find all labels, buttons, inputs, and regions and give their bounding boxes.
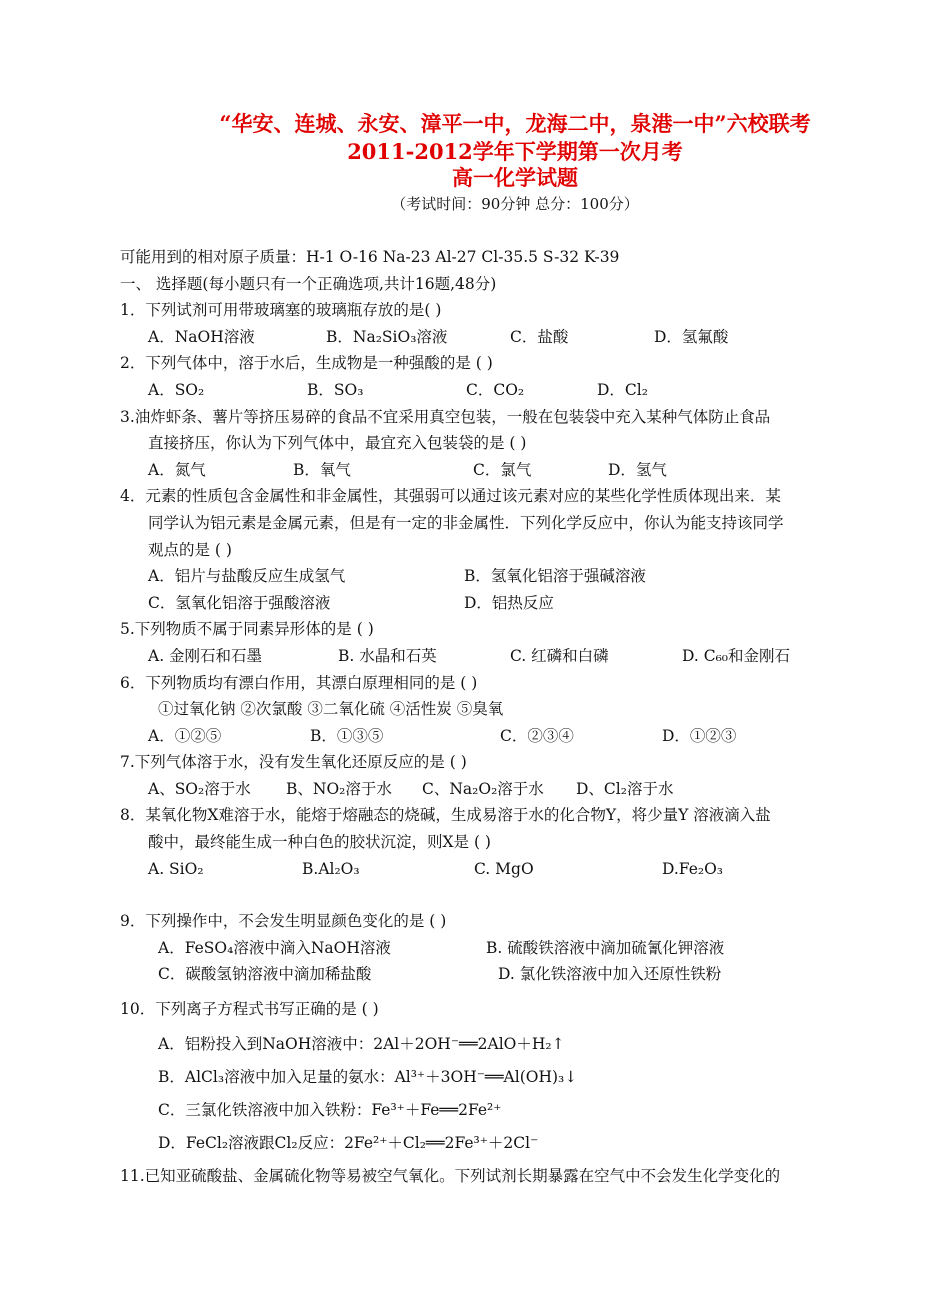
question-10-option-a: A．铝粉投入到NaOH溶液中：2Al＋2OH⁻══2AlO＋H₂↑	[158, 1034, 565, 1053]
option-c: C. 红磷和白磷	[510, 646, 609, 665]
question-4: 4． 元素的性质包含金属性和非金属性，其强弱可以通过该元素对应的某些化学性质体现出来．某	[120, 487, 781, 506]
option-d: D．①②③	[662, 726, 737, 745]
option-a: A．NaOH溶液	[148, 327, 255, 346]
atomic-mass-note: 可能用到的相对原子质量：H-1 O-16 Na-23 Al-27 Cl-35.5 S-32 K-39	[120, 248, 620, 266]
question-7-options	[120, 776, 910, 803]
section-heading: 一、 选择题(每小题只有一个正确选项,共计16题,48分)	[120, 274, 497, 293]
question-4-options-row2	[120, 590, 910, 617]
question-10: 10． 下列离子方程式书写正确的是 ( )	[120, 1000, 379, 1019]
option-c: C、Na₂O₂溶于水	[422, 779, 544, 798]
question-1-options	[120, 324, 910, 351]
option-a: A．铝片与盐酸反应生成氢气	[148, 567, 346, 586]
option-b: B．①③⑤	[310, 726, 384, 745]
option-d: D．Cl₂	[597, 380, 648, 399]
question-6-options	[120, 723, 910, 750]
option-b: B.Al₂O₃	[302, 859, 360, 878]
question-2: 2． 下列气体中，溶于水后，生成物是一种强酸的是 ( )	[120, 354, 493, 373]
option-c: C．碳酸氢钠溶液中滴加稀盐酸	[158, 965, 372, 984]
question-9: 9． 下列操作中，不会发生明显颜色变化的是 ( )	[120, 912, 447, 931]
question-4-cont: 同学认为铝元素是金属元素，但是有一定的非金属性．下列化学反应中，你认为能支持该同学	[148, 513, 784, 532]
question-11: 11. 已知亚硫酸盐、金属硫化物等易被空气氧化。下列试剂长期暴露在空气中不会发生化学变化的	[120, 1166, 781, 1185]
question-10-option-b: B．AlCl₃溶液中加入足量的氨水：Al³⁺＋3OH⁻══Al(OH)₃↓	[158, 1067, 578, 1086]
question-3-cont: 直接挤压，你认为下列气体中，最宜充入包装袋的是 ( )	[148, 434, 527, 453]
question-10-option-c: C．三氯化铁溶液中加入铁粉：Fe³⁺＋Fe══2Fe²⁺	[158, 1100, 502, 1119]
option-c: C. MgO	[474, 859, 534, 878]
option-b: B. 硫酸铁溶液中滴加硫氰化钾溶液	[486, 938, 725, 957]
question-4-options-row1	[120, 563, 910, 590]
exam-body	[120, 244, 910, 1189]
option-c: C．CO₂	[466, 380, 525, 399]
option-d: D.Fe₂O₃	[662, 859, 724, 878]
option-b: B．SO₃	[307, 380, 364, 399]
question-10-option-d: D．FeCl₂溶液跟Cl₂反应：2Fe²⁺＋Cl₂══2Fe³⁺＋2Cl⁻	[158, 1133, 539, 1152]
option-b: B．Na₂SiO₃溶液	[326, 327, 448, 346]
option-d: D．氢气	[608, 460, 667, 479]
option-c: C．氯气	[473, 460, 532, 479]
question-3-options	[120, 457, 910, 484]
option-a: A、SO₂溶于水	[148, 779, 251, 798]
question-6: 6． 下列物质均有漂白作用，其漂白原理相同的是 ( )	[120, 673, 478, 692]
question-5: 5. 下列物质不属于同素异形体的是 ( )	[120, 620, 374, 639]
option-b: B. 水晶和石英	[338, 646, 437, 665]
question-8: 8． 某氧化物X难溶于水，能熔于熔融态的烧碱，生成易溶于水的化合物Y，将少量Y 溶液滴入盐	[120, 806, 771, 825]
option-b: B．氢氧化铝溶于强碱溶液	[464, 567, 646, 586]
option-a: A．①②⑤	[148, 726, 222, 745]
option-d: D. C₆₀和金刚石	[682, 646, 791, 665]
option-d: D、Cl₂溶于水	[576, 779, 674, 798]
option-a: A. SiO₂	[148, 859, 204, 878]
option-a: A．SO₂	[148, 380, 205, 399]
question-9-options-row2	[120, 961, 910, 988]
option-c: C．盐酸	[510, 327, 569, 346]
spacer	[120, 1023, 910, 1031]
question-6-items: ①过氧化钠 ②次氯酸 ③二氧化硫 ④活性炭 ⑤臭氧	[158, 700, 504, 719]
question-9-options-row1	[120, 935, 910, 962]
option-b: B．氧气	[293, 460, 351, 479]
option-b: B、NO₂溶于水	[286, 779, 392, 798]
question-8-options	[120, 856, 910, 883]
option-c: C．氢氧化铝溶于强酸溶液	[148, 593, 331, 612]
exam-time-info: （考试时间：90分钟 总分：100分）	[391, 195, 639, 213]
question-1: 1． 下列试剂可用带玻璃塞的玻璃瓶存放的是( )	[120, 301, 442, 320]
spacer	[120, 882, 910, 908]
question-2-options	[120, 377, 910, 404]
exam-title-schools: “华安、连城、永安、漳平一中，龙海二中，泉港一中”六校联考	[219, 111, 811, 136]
question-8-cont: 酸中，最终能生成一种白色的胶状沉淀，则X是 ( )	[148, 833, 491, 852]
option-c: C．②③④	[500, 726, 574, 745]
option-a: A．氮气	[148, 460, 206, 479]
option-a: A．FeSO₄溶液中滴入NaOH溶液	[158, 938, 391, 957]
option-d: D．铝热反应	[464, 593, 554, 612]
question-3: 3. 油炸虾条、薯片等挤压易碎的食品不宜采用真空包装，一般在包装袋中充入某种气体防止食品	[120, 407, 771, 426]
question-4-cont2: 观点的是 ( )	[148, 540, 232, 559]
option-d: D. 氯化铁溶液中加入还原性铁粉	[498, 965, 722, 984]
question-5-options	[120, 643, 910, 670]
question-7: 7. 下列气体溶于水，没有发生氧化还原反应的是 ( )	[120, 753, 467, 772]
exam-title-subject: 高一化学试题	[452, 165, 578, 190]
spacer	[120, 988, 910, 996]
option-a: A. 金刚石和石墨	[148, 646, 263, 665]
option-d: D．氢氟酸	[654, 327, 729, 346]
exam-title-term: 2011-2012学年下学期第一次月考	[347, 139, 683, 164]
